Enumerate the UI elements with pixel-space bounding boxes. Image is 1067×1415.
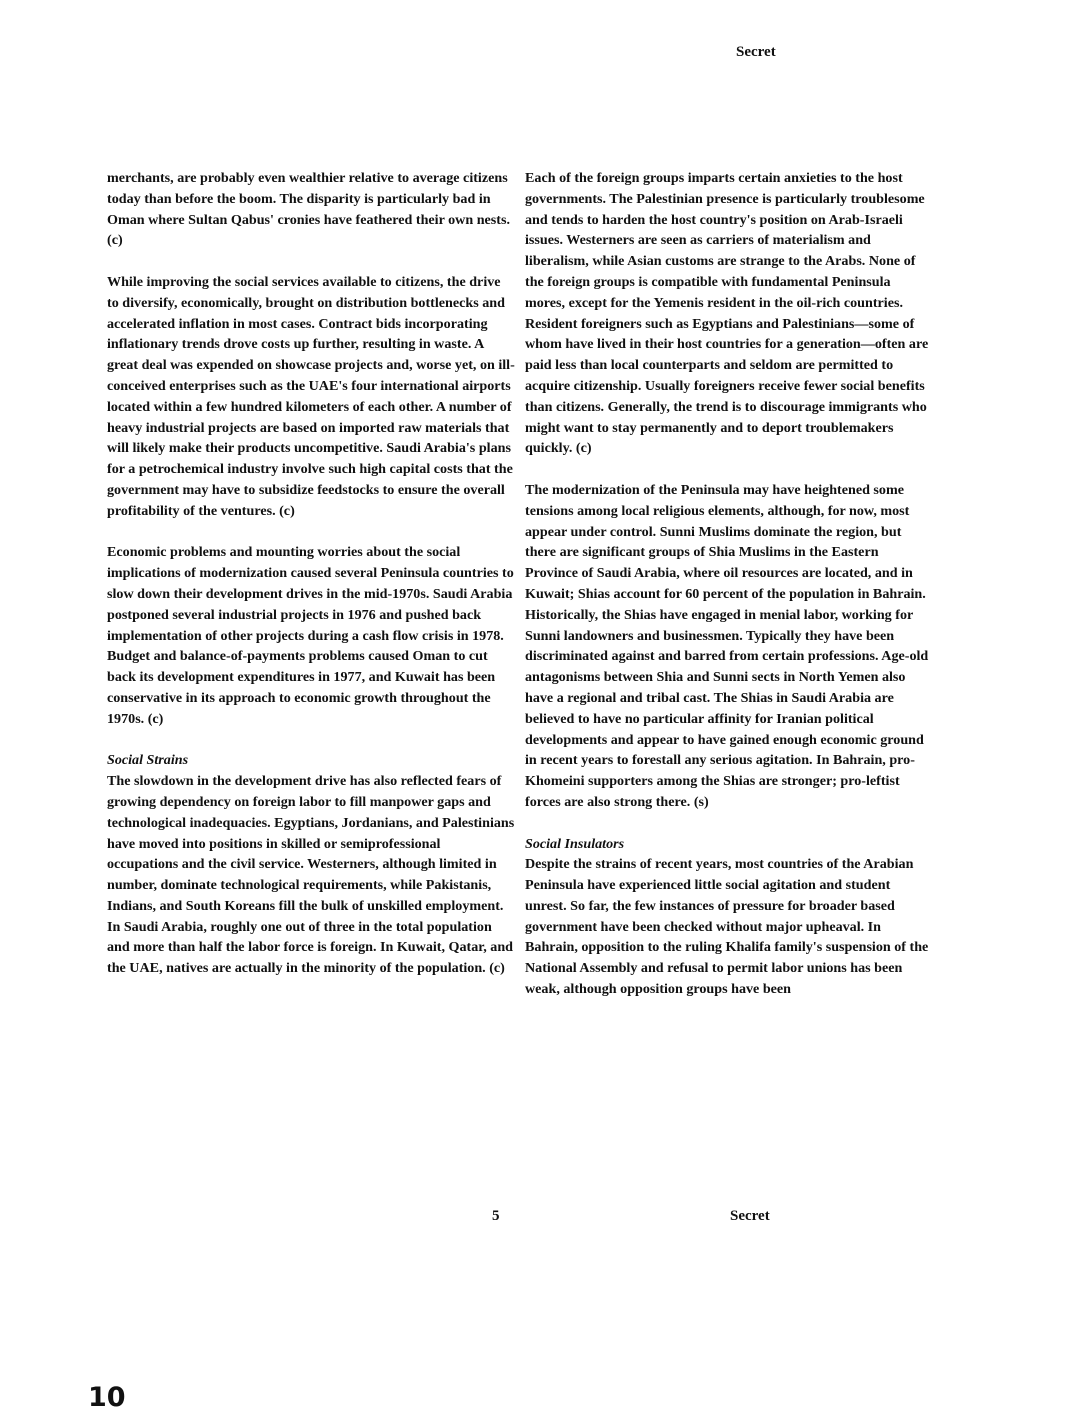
left-paragraph-3: Economic problems and mounting worries about the social implications of modernization caused several Peninsula countries to slow down their development drives in the mid-1970s. Saudi Arabia postponed several industrial projects in 1976 and pushed back implementation of other projects during a cash flow crisis in 1978. Budget and balance-of-payments problems caused Oman to cut back its development expenditures in 1977, and Kuwait has been conservative in its approach to economic growth throughout the 1970s. (c) xyxy=(107,544,514,727)
footer-classification: Secret xyxy=(730,1208,770,1224)
section-heading-social-strains: Social Strains xyxy=(107,752,189,769)
right-paragraph-1: Each of the foreign groups imparts certain anxieties to the host governments. The Palestinian presence is particularly troublesome and tends to harden the host country's position on Arab-Israeli issues. Westerners are seen as carriers of materialism and liberalism, while Asian customs are strange to the Arabs. None of the foreign groups is compatible with fundamental Peninsula mores, except for the Yemenis resident in the oil-rich countries. Resident foreigners such as Egyptians and Palestinians—some of whom have lived in their host countries for a generation—often are paid less than local counterparts and seldom are permitted to acquire citizenship. Usually foreigners receive fewer social benefits than citizens. Generally, the trend is to discourage immigrants who might want to stay permanently and to deport troublemakers quickly. (c) xyxy=(525,170,929,457)
header-classification: Secret xyxy=(736,44,776,60)
left-paragraph-1: merchants, are probably even wealthier relative to average citizens today than before the boom. The disparity is particularly bad in Oman where Sultan Qabus' cronies have feathered their own nests. (c) xyxy=(107,170,510,249)
page-number: 5 xyxy=(492,1208,500,1224)
right-paragraph-3: Despite the strains of recent years, most countries of the Arabian Peninsula have experienced little social agitation and student unrest. So far, the few instances of pressure for broader based government have been checked without major upheaval. In Bahrain, opposition to the ruling Khalifa family's suspension of the National Assembly and refusal to permit labor unions has been weak, although opposition groups have been xyxy=(525,856,929,998)
left-paragraph-4: The slowdown in the development drive has also reflected fears of growing dependency on foreign labor to fill manpower gaps and technological inadequacies. Egyptians, Jordanians, and Palestinians have moved into positions in skilled or semiprofessional occupations and the civil service. Westerners, although limited in number, dominate technological requirements, while Pakistanis, Indians, and South Koreans fill the bulk of unskilled employment. In Saudi Arabia, roughly one out of three in the total population and more than half the labor force is foreign. In Kuwait, Qatar, and the UAE, natives are actually in the minority of the population. (c) xyxy=(107,773,515,977)
right-column xyxy=(525,168,933,1021)
right-paragraph-2: The modernization of the Peninsula may have heightened some tensions among local religious elements, although, for now, most appear under control. Sunni Muslims dominate the region, but there are significant groups of Shia Muslims in the Eastern Province of Saudi Arabia, where oil resources are located, and in Kuwait; Shias account for 60 percent of the population in Bahrain. Historically, the Shias have engaged in menial labor, working for Sunni landowners and businessmen. Typically they have been discriminated against and barred from certain professions. Age-old antagonisms between Shia and Sunni sects in North Yemen also have a regional and tribal cast. The Shias in Saudi Arabia are believed to have no particular affinity for Iranian political developments and appear to have gained enough economic ground in recent years to forestall any serious agitation. In Bahrain, pro-Khomeini supporters among the Shias are stronger; pro-leftist forces are also strong there. (s) xyxy=(525,481,929,810)
scan-page-number: 10 xyxy=(88,1382,126,1413)
section-heading-social-insulators: Social Insulators xyxy=(525,835,625,852)
left-column xyxy=(107,168,515,1000)
left-paragraph-2: While improving the social services available to citizens, the drive to diversify, economically, brought on distribution bottlenecks and accelerated inflation in most cases. Contract bids incorporating inflationary trends drove costs up further, resulting in waste. A great deal was expended on showcase projects and, worse yet, on ill-conceived enterprises such as the UAE's four international airports located within a few hundred kilometers of each other. A number of heavy industrial projects are based on imported raw materials that will likely make their products uncompetitive. Saudi Arabia's plans for a petrochemical industry involve such high capital costs that the government may have to subsidize feedstocks to ensure the overall profitability of the ventures. (c) xyxy=(107,273,515,519)
